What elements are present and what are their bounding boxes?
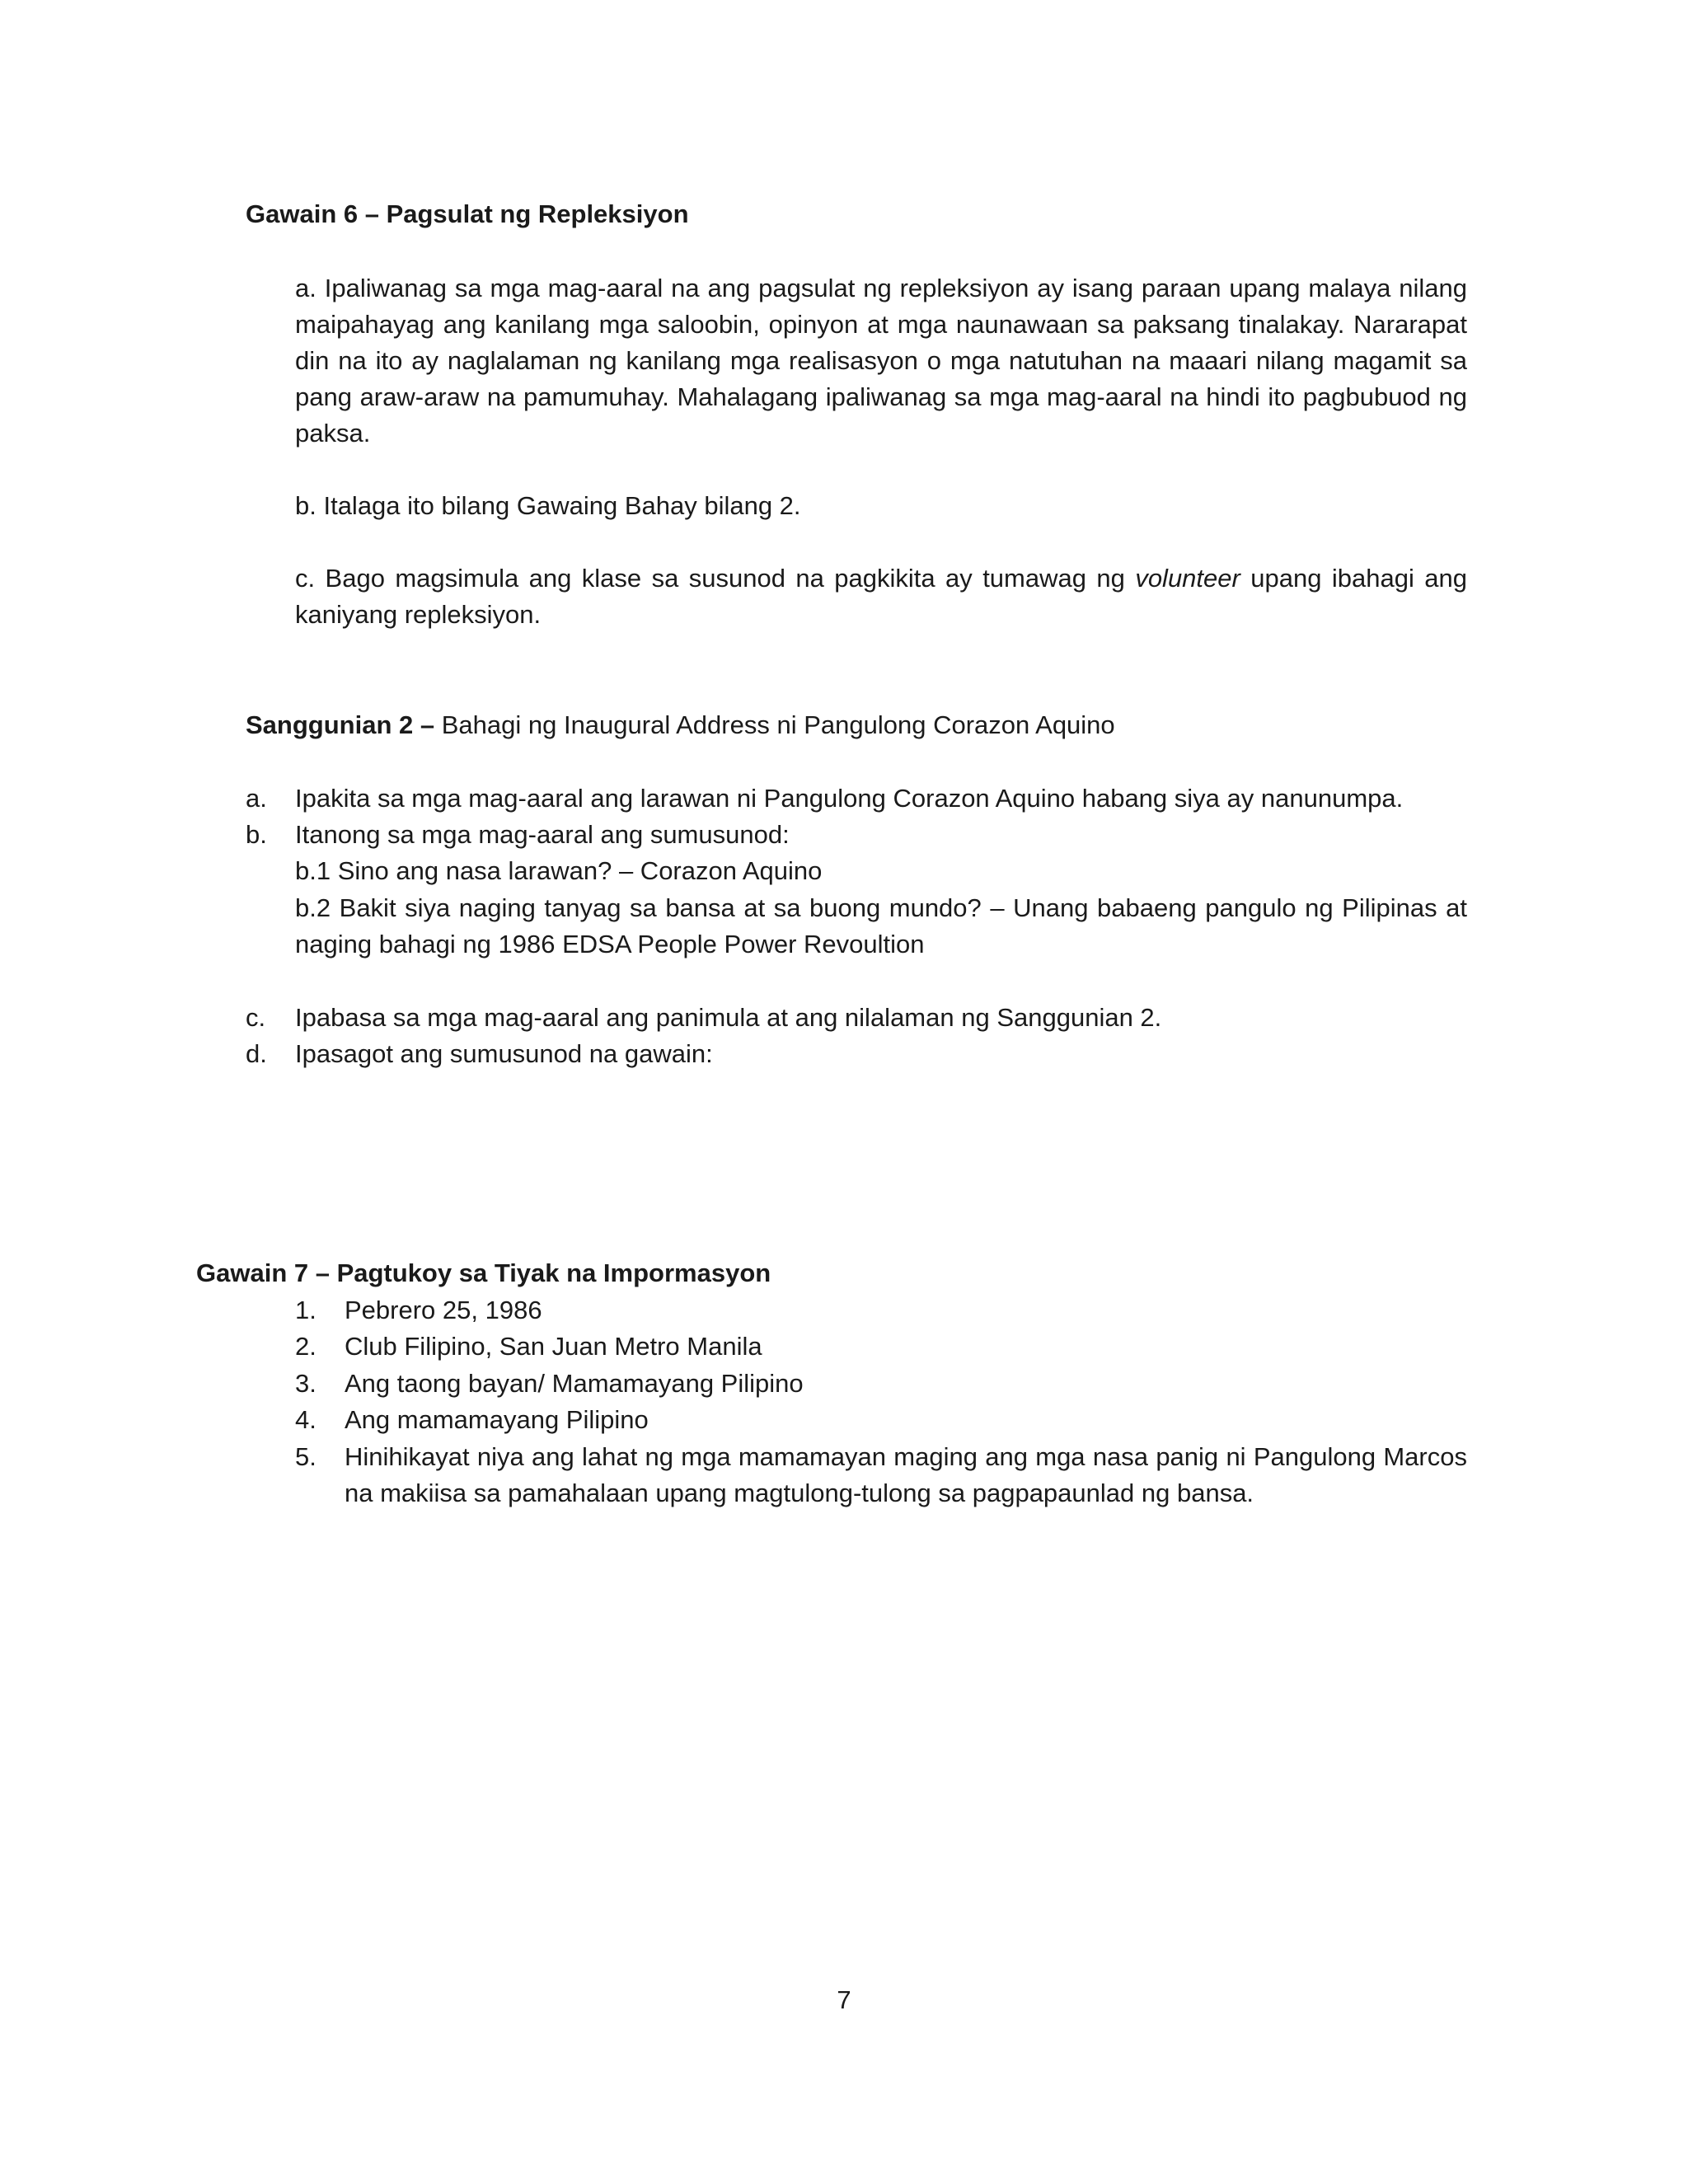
list-item-text: Itanong sa mga mag-aaral ang sumusunod: [295, 820, 790, 849]
gawain7-item-5 [295, 1439, 1467, 1511]
list-item-text: Pebrero 25, 1986 [345, 1296, 542, 1324]
list-item-text: Ipabasa sa mga mag-aaral ang panimula at ang nilalaman ng Sanggunian 2. [295, 1003, 1162, 1032]
list-item-text: Ang taong bayan/ Mamamayang Pilipino [345, 1369, 804, 1398]
gawain7-item-4 [295, 1402, 1467, 1438]
sanggunian2-item-d [246, 1036, 1467, 1072]
gawain7-title: Gawain 7 – Pagtukoy sa Tiyak na Impormasyon [196, 1258, 771, 1287]
sanggunian2-item-c [246, 1000, 1467, 1036]
gawain6-item-c-text [295, 560, 1467, 633]
gawain7-item-2 [295, 1329, 1467, 1365]
list-item-text: Ipasagot ang sumusunod na gawain: [295, 1039, 713, 1068]
list-item-text: Ipakita sa mga mag-aaral ang larawan ni Pangulong Corazon Aquino habang siya ay nanunumpa. [295, 784, 1404, 813]
gawain6-item-c-after: upang ibahagi ang kaniyang repleksiyon. [295, 564, 1468, 629]
sanggunian2-sub-b1: b.1 Sino ang nasa larawan? – Corazon Aquino [295, 856, 823, 885]
sanggunian2-item-a [246, 780, 1467, 817]
list-item-text: Club Filipino, San Juan Metro Manila [345, 1332, 762, 1361]
volunteer-word: volunteer [1135, 564, 1240, 593]
sanggunian2-label: Sanggunian 2 – [246, 710, 435, 739]
list-marker: a. [246, 784, 267, 813]
list-marker: b. [246, 820, 267, 849]
list-marker: 2. [295, 1332, 316, 1361]
list-item-text: Ang mamamayang Pilipino [345, 1405, 649, 1434]
sanggunian2-title: Bahagi ng Inaugural Address ni Pangulong Corazon Aquino [434, 710, 1115, 739]
sanggunian2-item-b [246, 817, 1467, 853]
gawain7-item-1 [295, 1292, 1467, 1329]
list-marker: 1. [295, 1296, 316, 1324]
list-marker: d. [246, 1039, 267, 1068]
sanggunian2-sub-b2 [295, 890, 1467, 963]
list-marker: 3. [295, 1369, 316, 1398]
list-marker: c. [246, 1003, 266, 1032]
gawain6-item-c [295, 560, 1467, 633]
list-item-text: Hinihikayat niya ang lahat ng mga mamamayan maging ang mga nasa panig ni Pangulong Marcos na makiisa sa pamahalaan upang magtulong-tulong sa pagpapaunlad ng bansa. [345, 1442, 1467, 1507]
sanggunian2-sub-b2-text: b.2 Bakit siya naging tanyag sa bansa at sa buong mundo? – Unang babaeng pangulo ng Pilipinas at naging bahagi ng 1986 EDSA People Power Revoultion [295, 893, 1467, 958]
gawain6-item-b: b. Italaga ito bilang Gawaing Bahay bilang 2. [295, 491, 801, 520]
gawain6-item-a-text: a. Ipaliwanag sa mga mag-aaral na ang pagsulat ng repleksiyon ay isang paraan upang malaya nilang maipahayag ang kanilang mga saloobin, opinyon at mga naunawaan sa paksang tinalakay. Nararapat din na ito ay naglalaman ng kanilang mga realisasyon o mga natutuhan na maaari nilang magamit sa pang araw-araw na pamumuhay. Mahalagang ipaliwanag sa mga mag-aaral na hindi ito pagbubuod ng paksa. [295, 274, 1467, 448]
gawain6-title: Gawain 6 – Pagsulat ng Repleksiyon [246, 199, 689, 228]
gawain6-item-c-before: c. Bago magsimula ang klase sa susunod na pagkikita ay tumawag ng [295, 564, 1136, 593]
list-marker: 5. [295, 1442, 316, 1471]
gawain7-item-3 [295, 1366, 1467, 1402]
sanggunian2-heading [246, 707, 1115, 743]
page-number: 7 [837, 1985, 851, 2014]
gawain6-item-a [295, 270, 1467, 452]
list-marker: 4. [295, 1405, 316, 1434]
